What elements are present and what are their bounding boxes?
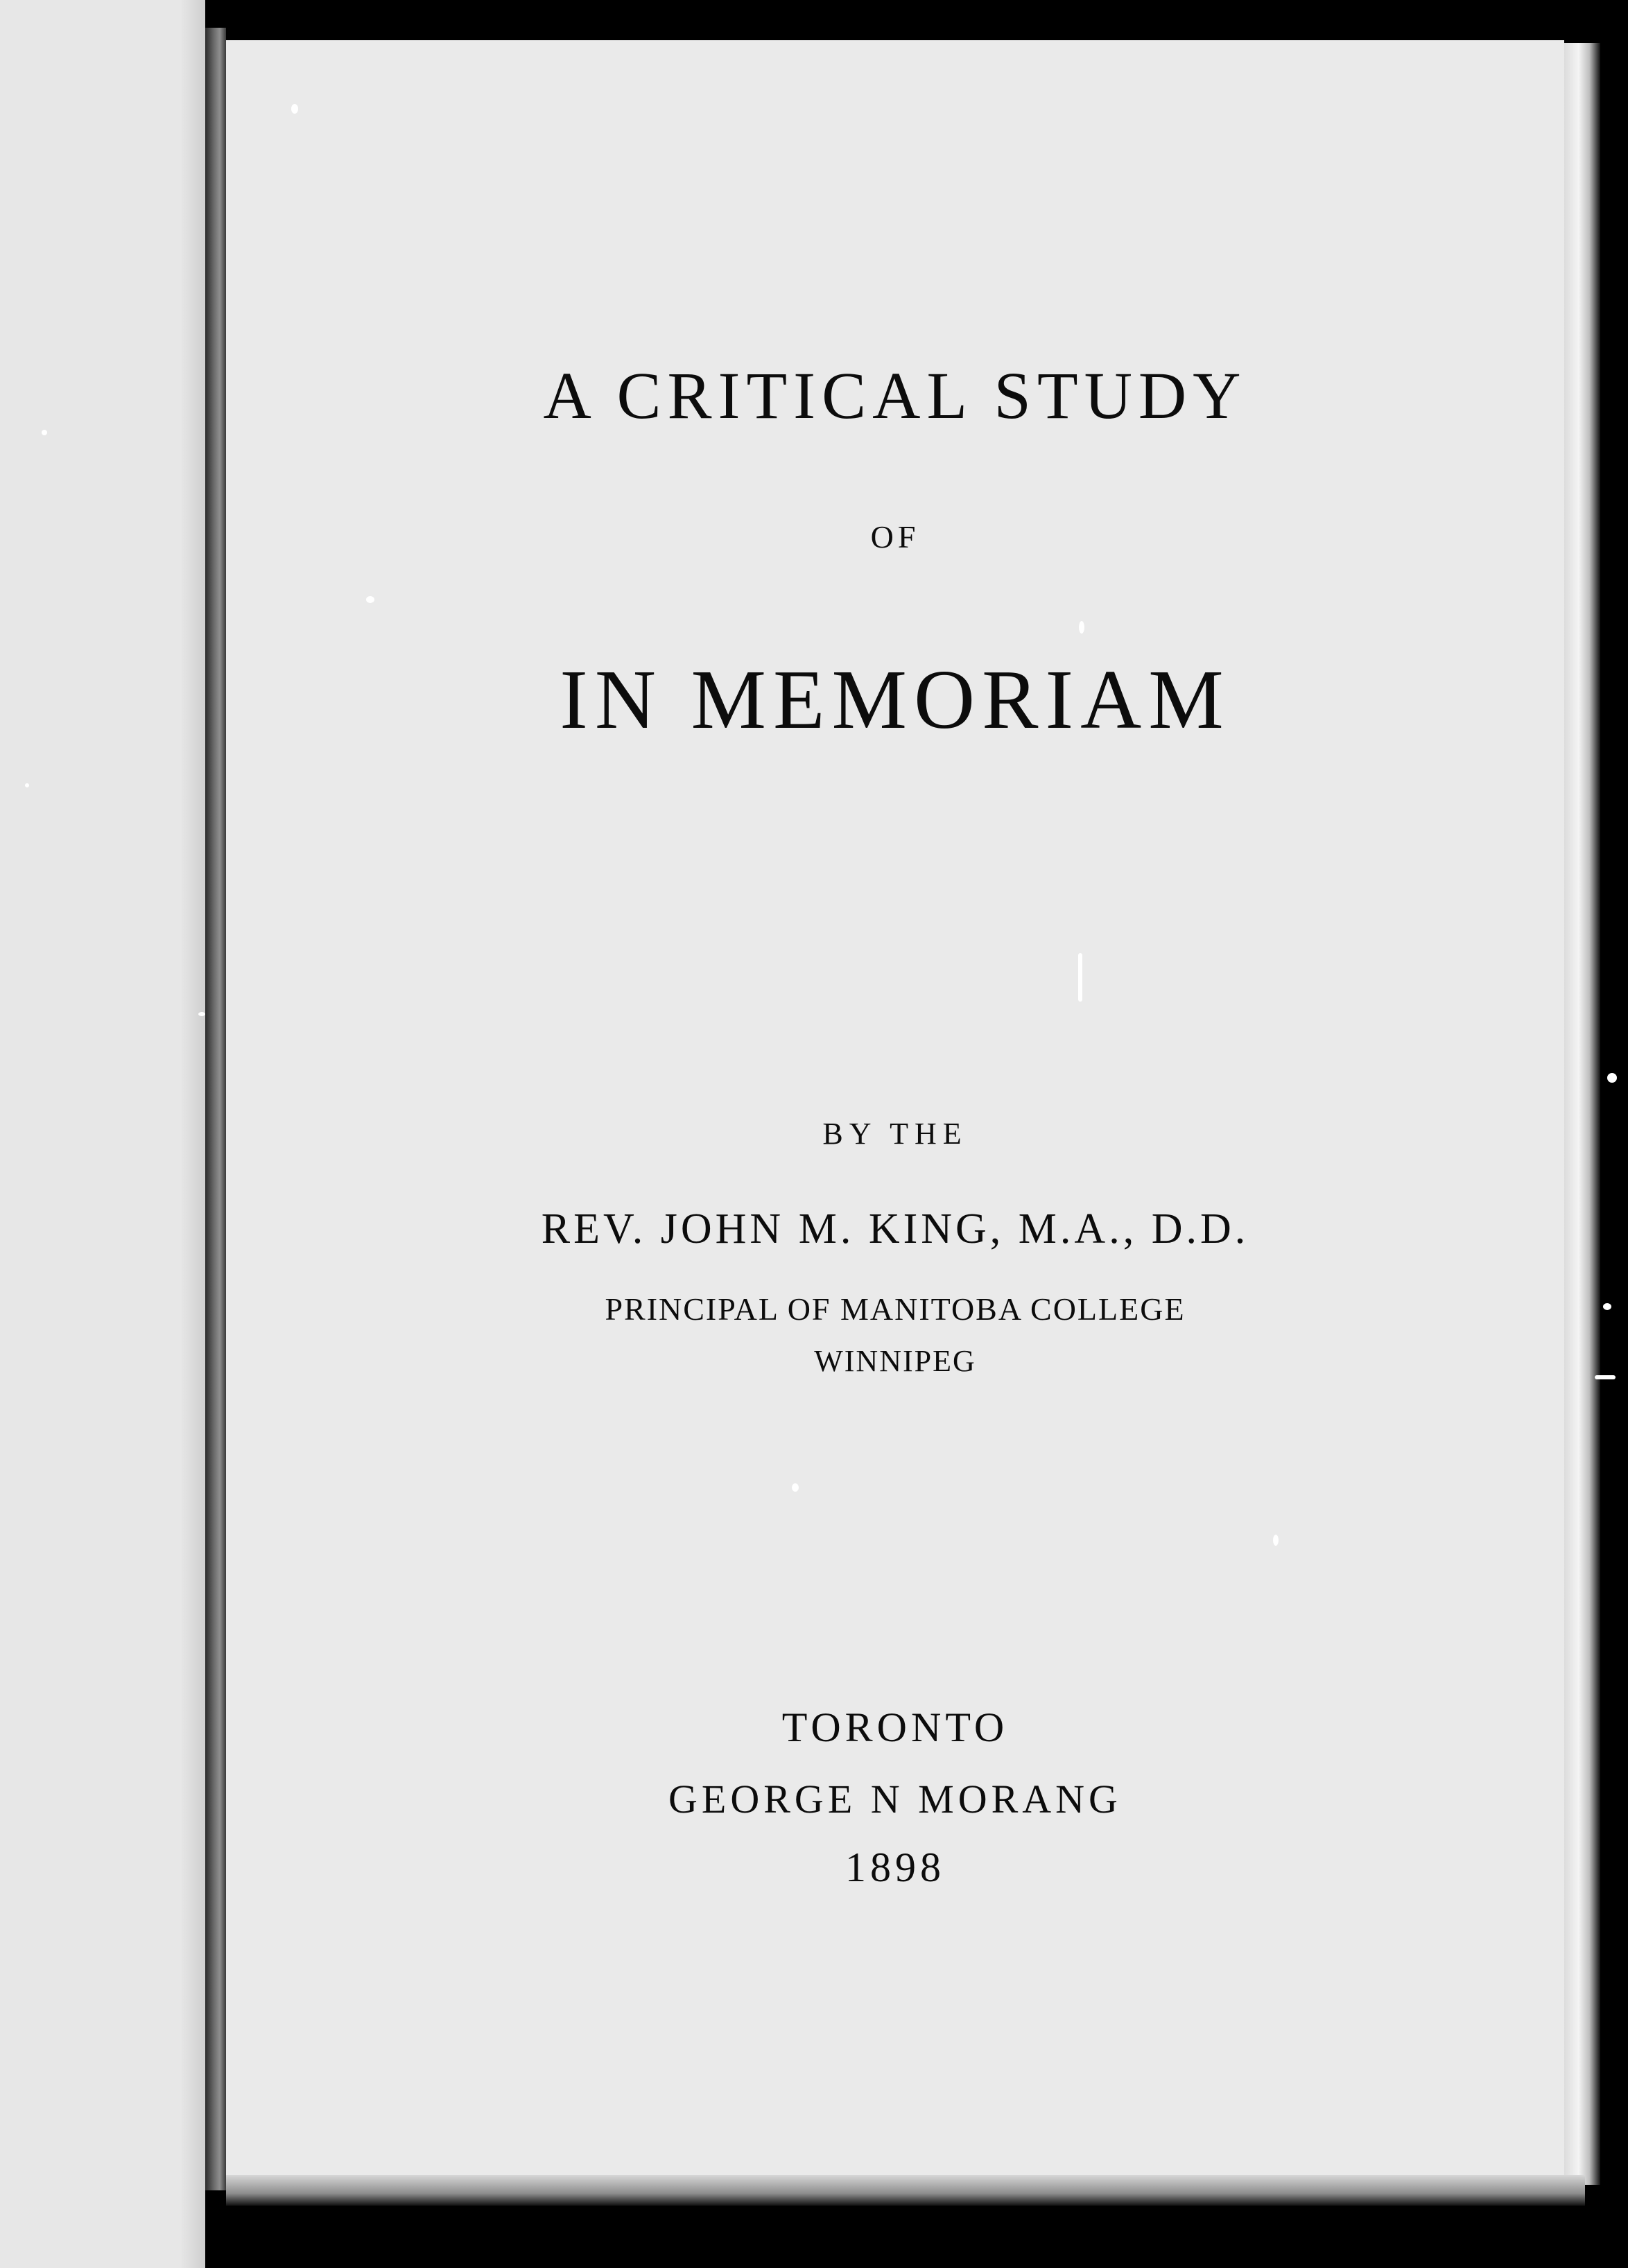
scan-speck <box>42 430 47 435</box>
scan-speck <box>792 1483 799 1492</box>
scan-speck <box>1273 1535 1279 1546</box>
scan-speck <box>1078 953 1082 1002</box>
scan-speck <box>1079 621 1084 634</box>
publication-place: TORONTO <box>781 1704 1009 1750</box>
title-page-text <box>226 0 1564 2268</box>
publication-year: 1898 <box>845 1844 945 1890</box>
author-name: REV. JOHN M. KING, M.A., D.D. <box>541 1205 1249 1253</box>
byline-intro: BY THE <box>822 1117 968 1151</box>
scan-speck <box>1595 1375 1616 1379</box>
publisher-name: GEORGE N MORANG <box>668 1777 1122 1822</box>
author-city: WINNIPEG <box>814 1344 976 1378</box>
scan-speck <box>1603 1303 1611 1310</box>
title-line-1: A CRITICAL STUDY <box>543 358 1247 433</box>
author-position: PRINCIPAL OF MANITOBA COLLEGE <box>605 1291 1186 1327</box>
binding-gutter <box>205 28 226 2190</box>
scan-speck <box>366 596 374 603</box>
scan-speck <box>1607 1073 1617 1083</box>
page-fore-edge <box>1564 43 1600 2185</box>
scan-speck <box>198 1012 205 1016</box>
gutter-shadow <box>182 0 205 2268</box>
scan-speck <box>291 104 298 114</box>
title-connector: OF <box>870 519 920 555</box>
title-line-2: IN MEMORIAM <box>560 653 1231 747</box>
facing-page-fragment <box>0 0 202 2268</box>
scan-speck <box>25 783 29 787</box>
